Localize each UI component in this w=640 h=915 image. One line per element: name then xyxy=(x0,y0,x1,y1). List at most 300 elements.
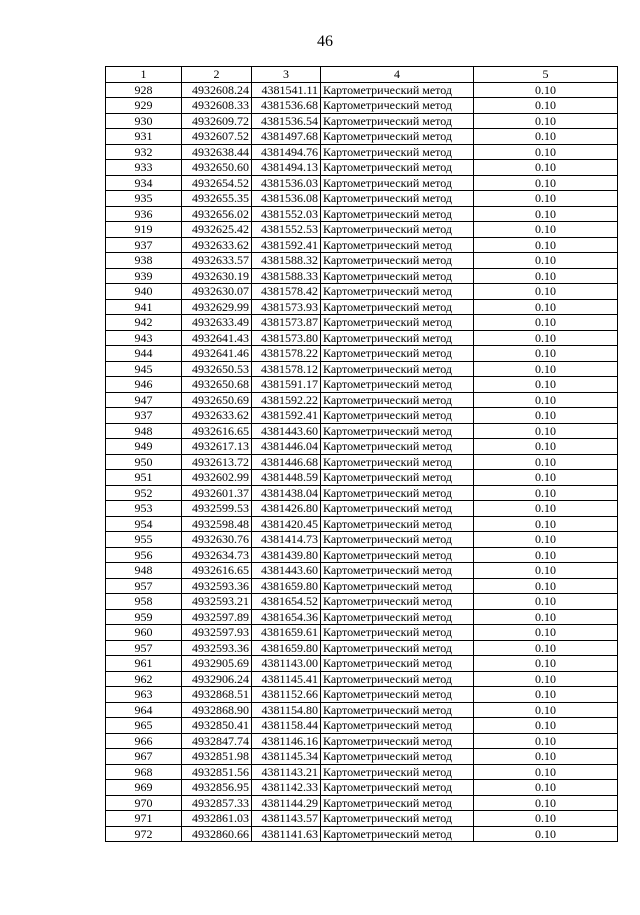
point-number-cell: 928 xyxy=(106,82,182,98)
y-coordinate-cell: 4381578.12 xyxy=(252,361,321,377)
y-coordinate-cell: 4381541.11 xyxy=(252,82,321,98)
point-number-cell: 932 xyxy=(106,144,182,160)
accuracy-cell: 0.10 xyxy=(474,129,618,145)
y-coordinate-cell: 4381654.36 xyxy=(252,609,321,625)
point-number-cell: 966 xyxy=(106,733,182,749)
table-row xyxy=(106,795,618,811)
method-cell: Картометрический метод xyxy=(321,702,474,718)
table-row xyxy=(106,237,618,253)
accuracy-cell: 0.10 xyxy=(474,656,618,672)
table-row xyxy=(106,253,618,269)
table-row xyxy=(106,687,618,703)
method-cell: Картометрический метод xyxy=(321,377,474,393)
point-number-cell: 967 xyxy=(106,749,182,765)
point-number-cell: 956 xyxy=(106,547,182,563)
method-cell: Картометрический метод xyxy=(321,315,474,331)
point-number-cell: 958 xyxy=(106,594,182,610)
point-number-cell: 948 xyxy=(106,563,182,579)
method-cell: Картометрический метод xyxy=(321,563,474,579)
table-row xyxy=(106,532,618,548)
y-coordinate-cell: 4381144.29 xyxy=(252,795,321,811)
x-coordinate-cell: 4932641.43 xyxy=(182,330,252,346)
accuracy-cell: 0.10 xyxy=(474,206,618,222)
table-row xyxy=(106,811,618,827)
y-coordinate-cell: 4381536.54 xyxy=(252,113,321,129)
accuracy-cell: 0.10 xyxy=(474,144,618,160)
table-row xyxy=(106,749,618,765)
point-number-cell: 942 xyxy=(106,315,182,331)
accuracy-cell: 0.10 xyxy=(474,749,618,765)
accuracy-cell: 0.10 xyxy=(474,780,618,796)
method-cell: Картометрический метод xyxy=(321,129,474,145)
table-row xyxy=(106,454,618,470)
y-coordinate-cell: 4381143.21 xyxy=(252,764,321,780)
point-number-cell: 971 xyxy=(106,811,182,827)
y-coordinate-cell: 4381141.63 xyxy=(252,826,321,842)
table-row xyxy=(106,299,618,315)
x-coordinate-cell: 4932905.69 xyxy=(182,656,252,672)
method-cell: Картометрический метод xyxy=(321,609,474,625)
x-coordinate-cell: 4932851.56 xyxy=(182,764,252,780)
table-row xyxy=(106,501,618,517)
y-coordinate-cell: 4381659.80 xyxy=(252,640,321,656)
x-coordinate-cell: 4932850.41 xyxy=(182,718,252,734)
y-coordinate-cell: 4381142.33 xyxy=(252,780,321,796)
x-coordinate-cell: 4932607.52 xyxy=(182,129,252,145)
accuracy-cell: 0.10 xyxy=(474,594,618,610)
accuracy-cell: 0.10 xyxy=(474,82,618,98)
accuracy-cell: 0.10 xyxy=(474,609,618,625)
point-number-cell: 945 xyxy=(106,361,182,377)
accuracy-cell: 0.10 xyxy=(474,485,618,501)
x-coordinate-cell: 4932650.53 xyxy=(182,361,252,377)
accuracy-cell: 0.10 xyxy=(474,547,618,563)
header-row xyxy=(106,67,618,83)
x-coordinate-cell: 4932616.65 xyxy=(182,563,252,579)
method-cell: Картометрический метод xyxy=(321,826,474,842)
method-cell: Картометрический метод xyxy=(321,594,474,610)
method-cell: Картометрический метод xyxy=(321,346,474,362)
x-coordinate-cell: 4932634.73 xyxy=(182,547,252,563)
y-coordinate-cell: 4381592.41 xyxy=(252,408,321,424)
method-cell: Картометрический метод xyxy=(321,268,474,284)
method-cell: Картометрический метод xyxy=(321,206,474,222)
table-row xyxy=(106,113,618,129)
method-cell: Картометрический метод xyxy=(321,516,474,532)
table-row xyxy=(106,82,618,98)
point-number-cell: 972 xyxy=(106,826,182,842)
accuracy-cell: 0.10 xyxy=(474,408,618,424)
y-coordinate-cell: 4381536.68 xyxy=(252,98,321,114)
accuracy-cell: 0.10 xyxy=(474,98,618,114)
y-coordinate-cell: 4381552.03 xyxy=(252,206,321,222)
table-row xyxy=(106,191,618,207)
accuracy-cell: 0.10 xyxy=(474,795,618,811)
method-cell: Картометрический метод xyxy=(321,392,474,408)
x-coordinate-cell: 4932861.03 xyxy=(182,811,252,827)
accuracy-cell: 0.10 xyxy=(474,718,618,734)
table-row xyxy=(106,377,618,393)
y-coordinate-cell: 4381573.87 xyxy=(252,315,321,331)
point-number-cell: 949 xyxy=(106,439,182,455)
accuracy-cell: 0.10 xyxy=(474,516,618,532)
point-number-cell: 965 xyxy=(106,718,182,734)
point-number-cell: 954 xyxy=(106,516,182,532)
accuracy-cell: 0.10 xyxy=(474,268,618,284)
accuracy-cell: 0.10 xyxy=(474,284,618,300)
accuracy-cell: 0.10 xyxy=(474,237,618,253)
accuracy-cell: 0.10 xyxy=(474,377,618,393)
point-number-cell: 934 xyxy=(106,175,182,191)
y-coordinate-cell: 4381446.68 xyxy=(252,454,321,470)
y-coordinate-cell: 4381573.80 xyxy=(252,330,321,346)
y-coordinate-cell: 4381158.44 xyxy=(252,718,321,734)
accuracy-cell: 0.10 xyxy=(474,160,618,176)
point-number-cell: 939 xyxy=(106,268,182,284)
accuracy-cell: 0.10 xyxy=(474,113,618,129)
x-coordinate-cell: 4932650.60 xyxy=(182,160,252,176)
x-coordinate-cell: 4932608.33 xyxy=(182,98,252,114)
point-number-cell: 943 xyxy=(106,330,182,346)
point-number-cell: 946 xyxy=(106,377,182,393)
method-cell: Картометрический метод xyxy=(321,284,474,300)
x-coordinate-cell: 4932613.72 xyxy=(182,454,252,470)
method-cell: Картометрический метод xyxy=(321,795,474,811)
accuracy-cell: 0.10 xyxy=(474,330,618,346)
x-coordinate-cell: 4932906.24 xyxy=(182,671,252,687)
x-coordinate-cell: 4932602.99 xyxy=(182,470,252,486)
table-row xyxy=(106,594,618,610)
column-header-2: 2 xyxy=(182,67,252,83)
table-row xyxy=(106,408,618,424)
method-cell: Картометрический метод xyxy=(321,175,474,191)
method-cell: Картометрический метод xyxy=(321,485,474,501)
table-row xyxy=(106,268,618,284)
accuracy-cell: 0.10 xyxy=(474,702,618,718)
page-number: 46 xyxy=(317,33,333,50)
x-coordinate-cell: 4932598.48 xyxy=(182,516,252,532)
y-coordinate-cell: 4381145.34 xyxy=(252,749,321,765)
y-coordinate-cell: 4381146.16 xyxy=(252,733,321,749)
method-cell: Картометрический метод xyxy=(321,640,474,656)
table-row xyxy=(106,826,618,842)
point-number-cell: 950 xyxy=(106,454,182,470)
table-row xyxy=(106,764,618,780)
table-row xyxy=(106,175,618,191)
accuracy-cell: 0.10 xyxy=(474,423,618,439)
y-coordinate-cell: 4381536.03 xyxy=(252,175,321,191)
point-number-cell: 936 xyxy=(106,206,182,222)
point-number-cell: 937 xyxy=(106,237,182,253)
method-cell: Картометрический метод xyxy=(321,625,474,641)
x-coordinate-cell: 4932617.13 xyxy=(182,439,252,455)
table-row xyxy=(106,144,618,160)
coordinates-table xyxy=(105,66,618,842)
y-coordinate-cell: 4381588.33 xyxy=(252,268,321,284)
table-row xyxy=(106,578,618,594)
table-row xyxy=(106,516,618,532)
y-coordinate-cell: 4381152.66 xyxy=(252,687,321,703)
table-row xyxy=(106,222,618,238)
table-row xyxy=(106,284,618,300)
accuracy-cell: 0.10 xyxy=(474,439,618,455)
y-coordinate-cell: 4381494.76 xyxy=(252,144,321,160)
y-coordinate-cell: 4381143.57 xyxy=(252,811,321,827)
point-number-cell: 968 xyxy=(106,764,182,780)
method-cell: Картометрический метод xyxy=(321,222,474,238)
table-row xyxy=(106,625,618,641)
method-cell: Картометрический метод xyxy=(321,82,474,98)
point-number-cell: 953 xyxy=(106,501,182,517)
accuracy-cell: 0.10 xyxy=(474,222,618,238)
table-row xyxy=(106,640,618,656)
x-coordinate-cell: 4932616.65 xyxy=(182,423,252,439)
accuracy-cell: 0.10 xyxy=(474,175,618,191)
y-coordinate-cell: 4381439.80 xyxy=(252,547,321,563)
method-cell: Картометрический метод xyxy=(321,361,474,377)
method-cell: Картометрический метод xyxy=(321,671,474,687)
y-coordinate-cell: 4381446.04 xyxy=(252,439,321,455)
table-row xyxy=(106,470,618,486)
x-coordinate-cell: 4932633.62 xyxy=(182,237,252,253)
y-coordinate-cell: 4381448.59 xyxy=(252,470,321,486)
point-number-cell: 963 xyxy=(106,687,182,703)
method-cell: Картометрический метод xyxy=(321,113,474,129)
point-number-cell: 961 xyxy=(106,656,182,672)
x-coordinate-cell: 4932868.51 xyxy=(182,687,252,703)
y-coordinate-cell: 4381143.00 xyxy=(252,656,321,672)
method-cell: Картометрический метод xyxy=(321,764,474,780)
point-number-cell: 959 xyxy=(106,609,182,625)
accuracy-cell: 0.10 xyxy=(474,346,618,362)
x-coordinate-cell: 4932856.95 xyxy=(182,780,252,796)
x-coordinate-cell: 4932857.33 xyxy=(182,795,252,811)
point-number-cell: 941 xyxy=(106,299,182,315)
x-coordinate-cell: 4932608.24 xyxy=(182,82,252,98)
y-coordinate-cell: 4381588.32 xyxy=(252,253,321,269)
point-number-cell: 937 xyxy=(106,408,182,424)
y-coordinate-cell: 4381154.80 xyxy=(252,702,321,718)
point-number-cell: 951 xyxy=(106,470,182,486)
y-coordinate-cell: 4381552.53 xyxy=(252,222,321,238)
table-body xyxy=(106,82,618,842)
column-header-1: 1 xyxy=(106,67,182,83)
column-header-3: 3 xyxy=(252,67,321,83)
x-coordinate-cell: 4932599.53 xyxy=(182,501,252,517)
x-coordinate-cell: 4932633.62 xyxy=(182,408,252,424)
point-number-cell: 929 xyxy=(106,98,182,114)
point-number-cell: 944 xyxy=(106,346,182,362)
x-coordinate-cell: 4932630.07 xyxy=(182,284,252,300)
y-coordinate-cell: 4381536.08 xyxy=(252,191,321,207)
method-cell: Картометрический метод xyxy=(321,191,474,207)
y-coordinate-cell: 4381145.41 xyxy=(252,671,321,687)
y-coordinate-cell: 4381420.45 xyxy=(252,516,321,532)
table-row xyxy=(106,346,618,362)
x-coordinate-cell: 4932860.66 xyxy=(182,826,252,842)
point-number-cell: 957 xyxy=(106,640,182,656)
method-cell: Картометрический метод xyxy=(321,470,474,486)
method-cell: Картометрический метод xyxy=(321,454,474,470)
table-row xyxy=(106,656,618,672)
point-number-cell: 969 xyxy=(106,780,182,796)
accuracy-cell: 0.10 xyxy=(474,392,618,408)
accuracy-cell: 0.10 xyxy=(474,578,618,594)
method-cell: Картометрический метод xyxy=(321,811,474,827)
x-coordinate-cell: 4932630.76 xyxy=(182,532,252,548)
table-row xyxy=(106,392,618,408)
table-row xyxy=(106,439,618,455)
table-row xyxy=(106,547,618,563)
method-cell: Картометрический метод xyxy=(321,98,474,114)
x-coordinate-cell: 4932630.19 xyxy=(182,268,252,284)
y-coordinate-cell: 4381592.41 xyxy=(252,237,321,253)
table-row xyxy=(106,206,618,222)
accuracy-cell: 0.10 xyxy=(474,191,618,207)
method-cell: Картометрический метод xyxy=(321,144,474,160)
point-number-cell: 919 xyxy=(106,222,182,238)
x-coordinate-cell: 4932601.37 xyxy=(182,485,252,501)
accuracy-cell: 0.10 xyxy=(474,671,618,687)
point-number-cell: 930 xyxy=(106,113,182,129)
column-header-5: 5 xyxy=(474,67,618,83)
accuracy-cell: 0.10 xyxy=(474,253,618,269)
point-number-cell: 931 xyxy=(106,129,182,145)
y-coordinate-cell: 4381591.17 xyxy=(252,377,321,393)
y-coordinate-cell: 4381659.80 xyxy=(252,578,321,594)
y-coordinate-cell: 4381578.42 xyxy=(252,284,321,300)
y-coordinate-cell: 4381573.93 xyxy=(252,299,321,315)
point-number-cell: 960 xyxy=(106,625,182,641)
point-number-cell: 933 xyxy=(106,160,182,176)
table-row xyxy=(106,609,618,625)
method-cell: Картометрический метод xyxy=(321,330,474,346)
method-cell: Картометрический метод xyxy=(321,501,474,517)
table-row xyxy=(106,702,618,718)
point-number-cell: 947 xyxy=(106,392,182,408)
accuracy-cell: 0.10 xyxy=(474,733,618,749)
method-cell: Картометрический метод xyxy=(321,253,474,269)
y-coordinate-cell: 4381592.22 xyxy=(252,392,321,408)
accuracy-cell: 0.10 xyxy=(474,640,618,656)
y-coordinate-cell: 4381443.60 xyxy=(252,423,321,439)
x-coordinate-cell: 4932655.35 xyxy=(182,191,252,207)
y-coordinate-cell: 4381497.68 xyxy=(252,129,321,145)
x-coordinate-cell: 4932654.52 xyxy=(182,175,252,191)
x-coordinate-cell: 4932650.69 xyxy=(182,392,252,408)
x-coordinate-cell: 4932650.68 xyxy=(182,377,252,393)
x-coordinate-cell: 4932597.89 xyxy=(182,609,252,625)
y-coordinate-cell: 4381438.04 xyxy=(252,485,321,501)
method-cell: Картометрический метод xyxy=(321,299,474,315)
x-coordinate-cell: 4932597.93 xyxy=(182,625,252,641)
method-cell: Картометрический метод xyxy=(321,687,474,703)
x-coordinate-cell: 4932593.36 xyxy=(182,578,252,594)
point-number-cell: 935 xyxy=(106,191,182,207)
accuracy-cell: 0.10 xyxy=(474,361,618,377)
y-coordinate-cell: 4381414.73 xyxy=(252,532,321,548)
y-coordinate-cell: 4381578.22 xyxy=(252,346,321,362)
table-row xyxy=(106,129,618,145)
table-row xyxy=(106,315,618,331)
table-row xyxy=(106,733,618,749)
method-cell: Картометрический метод xyxy=(321,733,474,749)
x-coordinate-cell: 4932593.36 xyxy=(182,640,252,656)
x-coordinate-cell: 4932633.57 xyxy=(182,253,252,269)
x-coordinate-cell: 4932868.90 xyxy=(182,702,252,718)
table-row xyxy=(106,485,618,501)
x-coordinate-cell: 4932625.42 xyxy=(182,222,252,238)
x-coordinate-cell: 4932638.44 xyxy=(182,144,252,160)
point-number-cell: 938 xyxy=(106,253,182,269)
method-cell: Картометрический метод xyxy=(321,160,474,176)
point-number-cell: 940 xyxy=(106,284,182,300)
accuracy-cell: 0.10 xyxy=(474,470,618,486)
table-row xyxy=(106,160,618,176)
point-number-cell: 948 xyxy=(106,423,182,439)
point-number-cell: 964 xyxy=(106,702,182,718)
point-number-cell: 957 xyxy=(106,578,182,594)
y-coordinate-cell: 4381659.61 xyxy=(252,625,321,641)
method-cell: Картометрический метод xyxy=(321,237,474,253)
method-cell: Картометрический метод xyxy=(321,532,474,548)
method-cell: Картометрический метод xyxy=(321,408,474,424)
x-coordinate-cell: 4932656.02 xyxy=(182,206,252,222)
table-row xyxy=(106,361,618,377)
accuracy-cell: 0.10 xyxy=(474,811,618,827)
y-coordinate-cell: 4381654.52 xyxy=(252,594,321,610)
point-number-cell: 955 xyxy=(106,532,182,548)
point-number-cell: 970 xyxy=(106,795,182,811)
method-cell: Картометрический метод xyxy=(321,780,474,796)
accuracy-cell: 0.10 xyxy=(474,826,618,842)
method-cell: Картометрический метод xyxy=(321,749,474,765)
x-coordinate-cell: 4932629.99 xyxy=(182,299,252,315)
table-row xyxy=(106,671,618,687)
method-cell: Картометрический метод xyxy=(321,578,474,594)
y-coordinate-cell: 4381494.13 xyxy=(252,160,321,176)
point-number-cell: 962 xyxy=(106,671,182,687)
accuracy-cell: 0.10 xyxy=(474,563,618,579)
table-row xyxy=(106,718,618,734)
method-cell: Картометрический метод xyxy=(321,439,474,455)
table-header xyxy=(106,67,618,83)
x-coordinate-cell: 4932609.72 xyxy=(182,113,252,129)
accuracy-cell: 0.10 xyxy=(474,625,618,641)
column-header-4: 4 xyxy=(321,67,474,83)
accuracy-cell: 0.10 xyxy=(474,764,618,780)
point-number-cell: 952 xyxy=(106,485,182,501)
table-row xyxy=(106,563,618,579)
table-row xyxy=(106,423,618,439)
y-coordinate-cell: 4381426.80 xyxy=(252,501,321,517)
accuracy-cell: 0.10 xyxy=(474,532,618,548)
x-coordinate-cell: 4932633.49 xyxy=(182,315,252,331)
y-coordinate-cell: 4381443.60 xyxy=(252,563,321,579)
method-cell: Картометрический метод xyxy=(321,718,474,734)
method-cell: Картометрический метод xyxy=(321,423,474,439)
method-cell: Картометрический метод xyxy=(321,656,474,672)
x-coordinate-cell: 4932593.21 xyxy=(182,594,252,610)
accuracy-cell: 0.10 xyxy=(474,454,618,470)
table-row xyxy=(106,330,618,346)
accuracy-cell: 0.10 xyxy=(474,501,618,517)
table-row xyxy=(106,98,618,114)
table-row xyxy=(106,780,618,796)
accuracy-cell: 0.10 xyxy=(474,687,618,703)
accuracy-cell: 0.10 xyxy=(474,299,618,315)
x-coordinate-cell: 4932847.74 xyxy=(182,733,252,749)
